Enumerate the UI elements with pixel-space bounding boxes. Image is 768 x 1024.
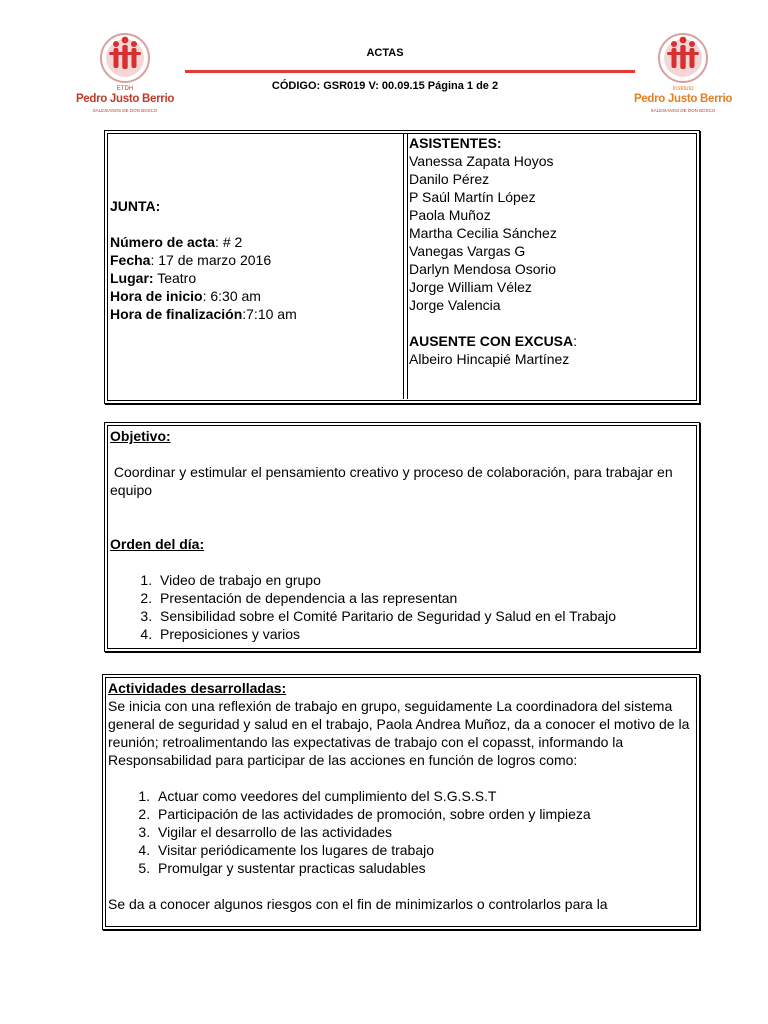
objective-section	[110, 427, 692, 643]
hora-inicio: Hora de inicio: 6:30 am	[110, 288, 261, 304]
attendees-title: ASISTENTES:	[409, 135, 502, 151]
activities-list	[108, 787, 692, 877]
lugar: Lugar: Teatro	[110, 270, 197, 286]
logo-left-name: Pedro Justo Berrio	[75, 93, 175, 105]
objective-box	[104, 422, 700, 652]
attendees-section	[409, 134, 694, 368]
objective-title: Objetivo:	[110, 428, 171, 444]
attendee-item: Vanegas Vargas G	[409, 243, 526, 259]
logo-left-sub: SALESIANOS DE DON BOSCO	[92, 108, 158, 113]
agenda-item: 4. Preposiciones y varios	[156, 625, 692, 643]
logo-emblem-icon	[628, 30, 738, 90]
logo-right-small: Instituto	[672, 86, 694, 92]
attendee-item: Paola Muñoz	[409, 207, 491, 223]
fecha: Fecha: 17 de marzo 2016	[110, 252, 272, 268]
agenda-title: Orden del día:	[110, 536, 205, 552]
attendee-item: Vanessa Zapata Hoyos	[409, 153, 554, 169]
logo-left	[70, 30, 180, 116]
logo-emblem-icon	[70, 30, 180, 90]
absent-title: AUSENTE CON EXCUSA:	[409, 333, 578, 349]
attendee-item: Jorge Valencia	[409, 297, 501, 313]
objective-text: Coordinar y estimular el pensamiento creativo y proceso de colaboración, para trabajar en equipo	[110, 464, 677, 498]
document-title: ACTAS	[366, 47, 404, 59]
agenda-list	[110, 571, 692, 643]
attendee-item: Danilo Pérez	[409, 171, 490, 187]
attendee-item: Jorge William Vélez	[409, 279, 532, 295]
document-code: CÓDIGO: GSR019 V: 00.09.15 Página 1 de 2	[271, 80, 499, 92]
activities-closing: Se da a conocer algunos riesgos con el fin de minimizarlos o controlarlos para la	[108, 896, 608, 912]
agenda-item: 2. Presentación de dependencia a las representan	[156, 589, 692, 607]
attendee-item: P Saúl Martín López	[409, 189, 536, 205]
header-divider	[185, 70, 635, 73]
agenda-item: 3. Sensibilidad sobre el Comité Paritario de Seguridad y Salud en el Trabajo	[156, 607, 692, 625]
logo-right-name: Pedro Justo Berrio	[633, 93, 733, 105]
junta-label: JUNTA:	[110, 198, 161, 214]
hora-finalizacion: Hora de finalización:7:10 am	[110, 306, 297, 322]
logo-right	[628, 30, 738, 116]
activities-title: Actividades desarrolladas:	[108, 680, 287, 696]
activity-item: 2. Participación de las actividades de promoción, sobre orden y limpieza	[154, 805, 692, 823]
attendee-item: Darlyn Mendosa Osorio	[409, 261, 557, 277]
attendee-item: Martha Cecilia Sánchez	[409, 225, 557, 241]
logo-left-small: ETDH	[116, 86, 134, 92]
absent-name: Albeiro Hincapié Martínez	[409, 351, 570, 367]
activity-item: 1. Actuar como veedores del cumplimiento del S.G.S.S.T	[154, 787, 692, 805]
meeting-box	[104, 130, 700, 404]
activities-section	[108, 679, 692, 913]
agenda-item: 1. Video de trabajo en grupo	[156, 571, 692, 589]
numero-acta: Número de acta: # 2	[110, 234, 243, 250]
activity-item: 4. Visitar periódicamente los lugares de trabajo	[154, 841, 692, 859]
logo-right-sub: SALESIANOS DE DON BOSCO	[650, 108, 716, 113]
column-divider	[403, 133, 408, 399]
activity-item: 3. Vigilar el desarrollo de las actividades	[154, 823, 692, 841]
activities-box	[102, 674, 700, 930]
meeting-details	[110, 197, 395, 323]
activity-item: 5. Promulgar y sustentar practicas saludables	[154, 859, 692, 877]
activities-intro: Se inicia con una reflexión de trabajo en grupo, seguidamente La coordinadora del sistema general de seguridad y salud en el trabajo, Paola Andrea Muñoz, da a conocer el motivo de la reunión; retroalimentando las expectativas de trabajo con el copasst, informando la Responsabilidad para participar de las acciones en función de logros como:	[108, 698, 690, 768]
